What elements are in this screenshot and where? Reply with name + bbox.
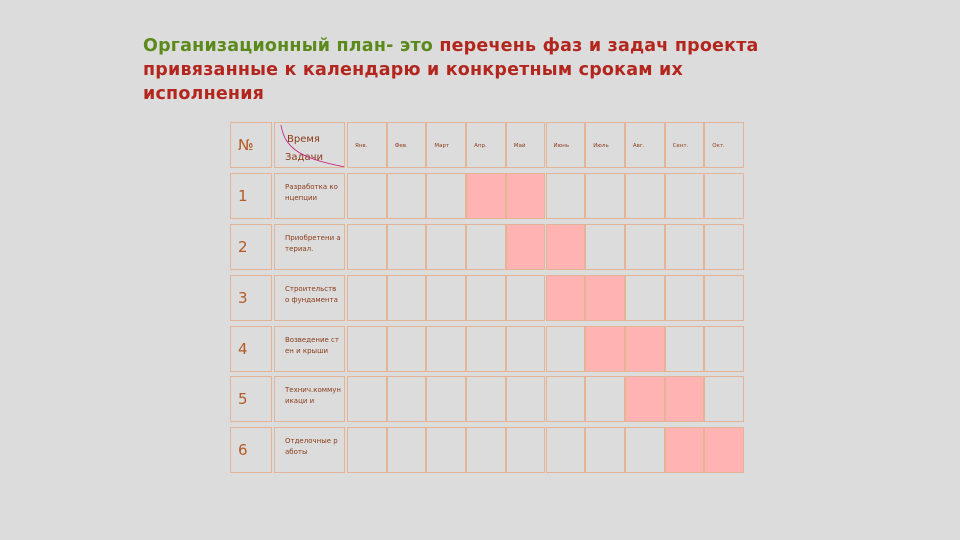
gantt-cell: [546, 376, 586, 422]
gantt-cell: [387, 275, 427, 321]
task-name-cell: [274, 224, 345, 270]
task-name-cell: [274, 173, 345, 219]
title-definition: перечень фаз и задач проекта привязанные к календарю и конкретным срокам их исполнения: [143, 36, 759, 104]
gantt-cell: [466, 224, 506, 270]
row-number-cell: [230, 275, 272, 321]
task-name-cell: [274, 326, 345, 372]
month-header-0: [347, 122, 387, 168]
gantt-cell: [466, 376, 506, 422]
gantt-cell: [585, 224, 625, 270]
gantt-cell: [466, 275, 506, 321]
gantt-cell: [466, 427, 506, 473]
month-label: Окт.: [712, 143, 725, 149]
month-header-1: [387, 122, 427, 168]
month-header-3: [466, 122, 506, 168]
gantt-cell: [347, 173, 387, 219]
row-number-cell: [230, 427, 272, 473]
gantt-cell-active: [665, 376, 705, 422]
month-header-5: [546, 122, 586, 168]
gantt-cell: [466, 326, 506, 372]
gantt-cell: [387, 173, 427, 219]
month-header-2: [426, 122, 466, 168]
header-time-tasks-cell: [274, 122, 345, 168]
gantt-cell: [387, 427, 427, 473]
row-number-cell: [230, 376, 272, 422]
row-number-cell: [230, 224, 272, 270]
gantt-cell: [347, 326, 387, 372]
gantt-cell: [585, 376, 625, 422]
gantt-cell: [585, 173, 625, 219]
gantt-cell: [665, 326, 705, 372]
task-name: Возведение стен и крыши: [285, 336, 339, 355]
month-label: Май: [513, 143, 526, 149]
gantt-cell: [347, 275, 387, 321]
task-name-cell: [274, 376, 345, 422]
gantt-cell: [506, 275, 546, 321]
gantt-cell: [506, 326, 546, 372]
gantt-cell: [347, 376, 387, 422]
gantt-cell-active: [665, 427, 705, 473]
gantt-cell: [387, 224, 427, 270]
gantt-cell: [704, 376, 744, 422]
gantt-cell: [426, 224, 466, 270]
gantt-cell-active: [625, 376, 665, 422]
task-name-cell: [274, 275, 345, 321]
task-name: Отделочные работы: [285, 437, 338, 456]
row-number-cell: [230, 326, 272, 372]
gantt-cell: [546, 173, 586, 219]
gantt-cell: [625, 173, 665, 219]
gantt-cell: [546, 427, 586, 473]
header-tasks-label: Задачи: [285, 152, 323, 163]
month-label: Фев.: [394, 143, 408, 149]
gantt-cell-active: [625, 326, 665, 372]
gantt-cell-active: [546, 224, 586, 270]
task-name: Приобретени атериал.: [285, 234, 341, 253]
title-lead: Организационный план- это: [143, 36, 440, 56]
month-label: Янв.: [355, 143, 368, 149]
gantt-cell: [704, 275, 744, 321]
row-number: 1: [238, 187, 248, 205]
task-name: Технич.коммуникаци и: [285, 386, 342, 405]
gantt-cell: [665, 275, 705, 321]
gantt-cell-active: [585, 326, 625, 372]
month-label: Март: [434, 143, 450, 149]
month-label: Июль: [593, 143, 609, 149]
gantt-cell: [704, 326, 744, 372]
gantt-cell: [704, 224, 744, 270]
gantt-cell: [546, 326, 586, 372]
gantt-cell-active: [506, 224, 546, 270]
task-name-cell: [274, 427, 345, 473]
row-number: 4: [238, 340, 248, 358]
task-name: Строительств о фундамента: [285, 285, 338, 304]
gantt-cell: [426, 326, 466, 372]
gantt-cell: [347, 427, 387, 473]
row-number-cell: [230, 173, 272, 219]
gantt-cell: [625, 224, 665, 270]
gantt-cell: [704, 173, 744, 219]
gantt-cell: [665, 224, 705, 270]
month-label: Апр.: [474, 143, 487, 149]
gantt-cell: [347, 224, 387, 270]
month-label: Авг.: [632, 143, 645, 149]
row-number: 2: [238, 238, 248, 256]
gantt-cell-active: [506, 173, 546, 219]
row-number: 5: [238, 390, 248, 408]
gantt-cell-active: [704, 427, 744, 473]
month-label: Июнь: [553, 143, 570, 149]
gantt-cell: [426, 427, 466, 473]
gantt-cell: [585, 427, 625, 473]
month-header-7: [625, 122, 665, 168]
gantt-cell-active: [466, 173, 506, 219]
header-number-label: №: [238, 136, 254, 154]
gantt-cell: [426, 275, 466, 321]
header-number-cell: [230, 122, 272, 168]
month-header-4: [506, 122, 546, 168]
month-label: Сент.: [672, 143, 689, 149]
month-header-9: [704, 122, 744, 168]
gantt-cell: [426, 173, 466, 219]
gantt-cell: [387, 376, 427, 422]
diagonal-line-icon: [275, 123, 345, 168]
row-number: 3: [238, 289, 248, 307]
row-number: 6: [238, 441, 248, 459]
month-header-8: [665, 122, 705, 168]
gantt-cell-active: [585, 275, 625, 321]
gantt-cell: [665, 173, 705, 219]
gantt-cell: [506, 427, 546, 473]
page-title: [143, 34, 783, 106]
task-name: Разработка концепции: [285, 183, 338, 202]
header-time-label: Время: [287, 134, 320, 145]
gantt-cell: [625, 427, 665, 473]
gantt-cell: [625, 275, 665, 321]
gantt-cell: [426, 376, 466, 422]
gantt-cell: [387, 326, 427, 372]
month-header-6: [585, 122, 625, 168]
gantt-cell: [506, 376, 546, 422]
gantt-table: [230, 122, 745, 473]
gantt-cell-active: [546, 275, 586, 321]
